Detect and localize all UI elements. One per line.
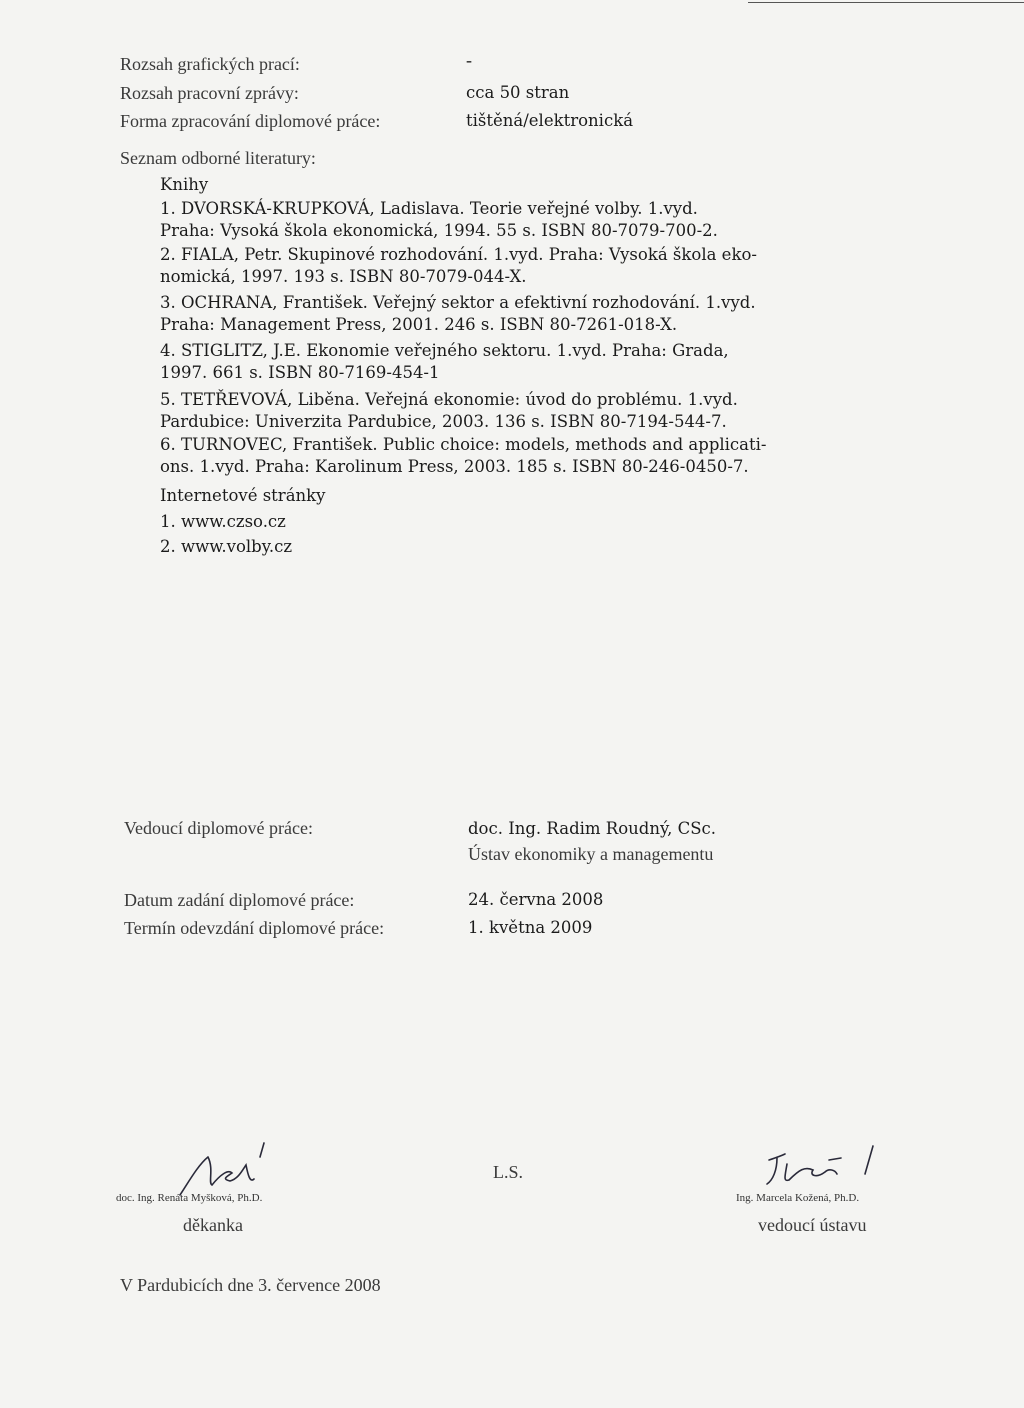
web-link: 2. www.volby.cz [160, 537, 293, 556]
seal-text: L.S. [493, 1162, 524, 1182]
book-entry [160, 292, 880, 336]
web-heading: Internetové stránky [160, 486, 326, 505]
left-signatory-role: děkanka [183, 1215, 243, 1235]
supervisor-name: doc. Ing. Radim Roudný, CSc. [468, 819, 716, 838]
book-line: nomická, 1997. 193 s. ISBN 80-7079-044-X. [160, 267, 527, 286]
book-line: 4. STIGLITZ, J.E. Ekonomie veřejného sektoru. 1.vyd. Praha: Grada, [160, 341, 729, 360]
place-date: V Pardubicích dne 3. července 2008 [120, 1275, 381, 1295]
book-entry [160, 340, 880, 384]
book-line: ons. 1.vyd. Praha: Karolinum Press, 2003. 185 s. ISBN 80-246-0450-7. [160, 457, 749, 476]
signature-scribble [755, 1140, 895, 1200]
book-line: 6. TURNOVEC, František. Public choice: models, methods and applicati- [160, 435, 767, 454]
book-line: 3. OCHRANA, František. Veřejný sektor a efektivní rozhodování. 1.vyd. [160, 293, 756, 312]
right-signatory-name: Ing. Marcela Kožená, Ph.D. [736, 1192, 860, 1204]
form-label: Forma zpracování diplomové práce: [120, 111, 381, 131]
book-line: 1997. 661 s. ISBN 80-7169-454-1 [160, 363, 440, 382]
literature-label: Seznam odborné literatury: [120, 148, 316, 168]
book-line: 1. DVORSKÁ-KRUPKOVÁ, Ladislava. Teorie veřejné volby. 1.vyd. [160, 199, 698, 218]
book-line: Pardubice: Univerzita Pardubice, 2003. 136 s. ISBN 80-7194-544-7. [160, 412, 727, 431]
report-length-value: cca 50 stran [466, 83, 570, 102]
due-date-value: 1. května 2009 [468, 918, 593, 937]
left-signatory-name: doc. Ing. Renáta Myšková, Ph.D. [116, 1192, 263, 1204]
book-entry [160, 434, 880, 478]
book-line: 2. FIALA, Petr. Skupinové rozhodování. 1.vyd. Praha: Vysoká škola eko- [160, 245, 757, 264]
web-link: 1. www.czso.cz [160, 512, 286, 531]
book-line: Praha: Management Press, 2001. 246 s. ISBN 80-7261-018-X. [160, 315, 678, 334]
form-value: tištěná/elektronická [466, 111, 634, 130]
report-length-label: Rozsah pracovní zprávy: [120, 83, 299, 103]
book-line: Praha: Vysoká škola ekonomická, 1994. 55 s. ISBN 80-7079-700-2. [160, 221, 718, 240]
due-date-label: Termín odevzdání diplomové práce: [124, 918, 385, 938]
supervisor-institute: Ústav ekonomiky a managementu [468, 844, 714, 864]
supervisor-label: Vedoucí diplomové práce: [124, 818, 313, 838]
graphic-works-value: - [466, 50, 472, 70]
book-entry [160, 244, 880, 288]
book-entry [160, 389, 880, 433]
book-line: 5. TETŘEVOVÁ, Liběna. Veřejná ekonomie: úvod do problému. 1.vyd. [160, 390, 738, 409]
right-signatory-role: vedoucí ústavu [758, 1215, 867, 1235]
book-entry [160, 198, 880, 242]
top-rule [748, 2, 1024, 3]
graphic-works-label: Rozsah grafických prací: [120, 54, 300, 74]
assigned-date-label: Datum zadání diplomové práce: [124, 890, 355, 910]
books-heading: Knihy [160, 175, 209, 194]
assigned-date-value: 24. června 2008 [468, 890, 604, 909]
